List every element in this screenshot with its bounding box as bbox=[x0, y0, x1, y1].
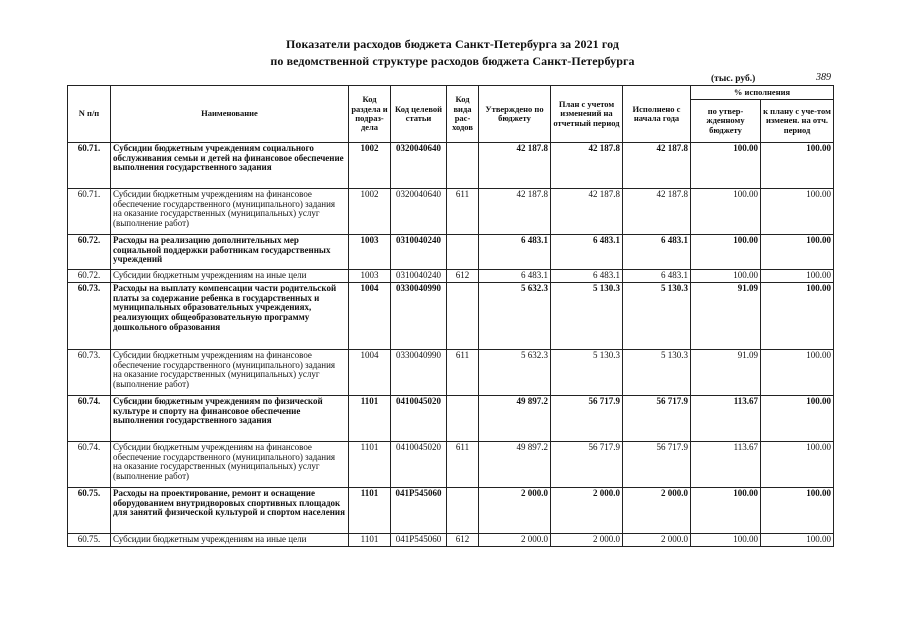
cell-approved: 2 000.0 bbox=[479, 488, 551, 534]
table-row bbox=[68, 143, 834, 189]
cell-name: Субсидии бюджетным учреждениям на финансовое обеспечение государственного (муниципального) задания на оказание государственных (муниципальных) услуг (выполнение работ) bbox=[111, 442, 349, 488]
cell-num: 60.73. bbox=[68, 350, 111, 396]
cell-executed: 5 130.3 bbox=[623, 350, 691, 396]
cell-executed: 56 717.9 bbox=[623, 396, 691, 442]
cell-approved: 5 632.3 bbox=[479, 350, 551, 396]
col-target: Код целевой статьи bbox=[391, 86, 447, 143]
cell-approved: 42 187.8 bbox=[479, 189, 551, 235]
col-name: Наименование bbox=[111, 86, 349, 143]
cell-pct-plan: 100.00 bbox=[761, 350, 834, 396]
cell-pct-plan: 100.00 bbox=[761, 189, 834, 235]
cell-type: 612 bbox=[447, 534, 479, 547]
expenditure-table bbox=[67, 85, 834, 547]
cell-name: Расходы на проектирование, ремонт и оснащение оборудованием внутридворовых спортивных площадок для занятий физической культурой и спортом населения bbox=[111, 488, 349, 534]
cell-num: 60.74. bbox=[68, 442, 111, 488]
col-executed: Исполнено с начала года bbox=[623, 86, 691, 143]
cell-plan: 5 130.3 bbox=[551, 283, 623, 350]
table-row bbox=[68, 350, 834, 396]
cell-section: 1101 bbox=[349, 488, 391, 534]
cell-approved: 2 000.0 bbox=[479, 534, 551, 547]
cell-plan: 56 717.9 bbox=[551, 396, 623, 442]
cell-type bbox=[447, 143, 479, 189]
cell-section: 1101 bbox=[349, 534, 391, 547]
cell-executed: 56 717.9 bbox=[623, 442, 691, 488]
cell-plan: 6 483.1 bbox=[551, 235, 623, 270]
cell-type: 612 bbox=[447, 270, 479, 283]
cell-approved: 6 483.1 bbox=[479, 235, 551, 270]
cell-executed: 5 130.3 bbox=[623, 283, 691, 350]
cell-executed: 6 483.1 bbox=[623, 270, 691, 283]
page-number: 389 bbox=[816, 72, 831, 83]
col-approved: Утверждено по бюджету bbox=[479, 86, 551, 143]
report-subtitle: по ведомственной структуре расходов бюджета Санкт-Петербурга bbox=[270, 54, 635, 68]
cell-section: 1003 bbox=[349, 270, 391, 283]
cell-pct-approved: 100.00 bbox=[691, 143, 761, 189]
cell-pct-plan: 100.00 bbox=[761, 442, 834, 488]
cell-approved: 42 187.8 bbox=[479, 143, 551, 189]
cell-section: 1003 bbox=[349, 235, 391, 270]
cell-section: 1101 bbox=[349, 442, 391, 488]
cell-num: 60.74. bbox=[68, 396, 111, 442]
col-pct-approved: по утвер-жденному бюджету bbox=[691, 100, 761, 143]
col-section: Код раздела и подраз-дела bbox=[349, 86, 391, 143]
units-label: (тыс. руб.) bbox=[711, 74, 756, 84]
cell-pct-approved: 100.00 bbox=[691, 235, 761, 270]
cell-pct-approved: 91.09 bbox=[691, 283, 761, 350]
table-row bbox=[68, 189, 834, 235]
cell-target: 041P545060 bbox=[391, 534, 447, 547]
cell-type: 611 bbox=[447, 442, 479, 488]
cell-approved: 6 483.1 bbox=[479, 270, 551, 283]
cell-executed: 42 187.8 bbox=[623, 143, 691, 189]
cell-approved: 49 897.2 bbox=[479, 396, 551, 442]
cell-type bbox=[447, 488, 479, 534]
cell-section: 1004 bbox=[349, 350, 391, 396]
table-row bbox=[68, 396, 834, 442]
cell-target: 0310040240 bbox=[391, 235, 447, 270]
cell-type bbox=[447, 235, 479, 270]
cell-section: 1002 bbox=[349, 143, 391, 189]
cell-pct-plan: 100.00 bbox=[761, 534, 834, 547]
cell-type bbox=[447, 396, 479, 442]
cell-pct-plan: 100.00 bbox=[761, 396, 834, 442]
cell-pct-plan: 100.00 bbox=[761, 143, 834, 189]
cell-pct-approved: 100.00 bbox=[691, 189, 761, 235]
cell-target: 0410045020 bbox=[391, 442, 447, 488]
col-plan: План с учетом изменений на отчетный период bbox=[551, 86, 623, 143]
cell-plan: 6 483.1 bbox=[551, 270, 623, 283]
cell-num: 60.71. bbox=[68, 189, 111, 235]
cell-plan: 42 187.8 bbox=[551, 143, 623, 189]
cell-num: 60.72. bbox=[68, 270, 111, 283]
cell-plan: 5 130.3 bbox=[551, 350, 623, 396]
table-row bbox=[68, 442, 834, 488]
cell-type: 611 bbox=[447, 189, 479, 235]
cell-target: 0330040990 bbox=[391, 350, 447, 396]
cell-num: 60.71. bbox=[68, 143, 111, 189]
cell-plan: 2 000.0 bbox=[551, 488, 623, 534]
col-pct-plan: к плану с уче-том изменен. на отч. период bbox=[761, 100, 834, 143]
cell-pct-approved: 113.67 bbox=[691, 442, 761, 488]
table-row bbox=[68, 235, 834, 270]
cell-target: 0320040640 bbox=[391, 143, 447, 189]
cell-name: Субсидии бюджетным учреждениям на финансовое обеспечение государственного (муниципального) задания на оказание государственных (муниципальных) услуг (выполнение работ) bbox=[111, 350, 349, 396]
cell-pct-plan: 100.00 bbox=[761, 488, 834, 534]
cell-pct-approved: 100.00 bbox=[691, 534, 761, 547]
col-percent-group: % исполнения bbox=[691, 86, 834, 100]
cell-num: 60.72. bbox=[68, 235, 111, 270]
cell-approved: 5 632.3 bbox=[479, 283, 551, 350]
report-title: Показатели расходов бюджета Санкт-Петербурга за 2021 год bbox=[285, 37, 620, 51]
cell-executed: 2 000.0 bbox=[623, 534, 691, 547]
cell-target: 0410045020 bbox=[391, 396, 447, 442]
cell-name: Субсидии бюджетным учреждениям на иные цели bbox=[111, 270, 349, 283]
cell-num: 60.75. bbox=[68, 534, 111, 547]
cell-name: Субсидии бюджетным учреждениям на финансовое обеспечение государственного (муниципального) задания на оказание государственных (муниципальных) услуг (выполнение работ) bbox=[111, 189, 349, 235]
cell-pct-approved: 113.67 bbox=[691, 396, 761, 442]
table-row bbox=[68, 283, 834, 350]
cell-num: 60.75. bbox=[68, 488, 111, 534]
col-type: Код вида рас-ходов bbox=[447, 86, 479, 143]
table-body bbox=[68, 143, 834, 547]
cell-pct-plan: 100.00 bbox=[761, 235, 834, 270]
table-header bbox=[68, 86, 834, 143]
cell-type: 611 bbox=[447, 350, 479, 396]
cell-section: 1004 bbox=[349, 283, 391, 350]
cell-pct-plan: 100.00 bbox=[761, 283, 834, 350]
cell-type bbox=[447, 283, 479, 350]
cell-plan: 2 000.0 bbox=[551, 534, 623, 547]
table-row bbox=[68, 488, 834, 534]
cell-num: 60.73. bbox=[68, 283, 111, 350]
cell-plan: 56 717.9 bbox=[551, 442, 623, 488]
cell-target: 0320040640 bbox=[391, 189, 447, 235]
cell-approved: 49 897.2 bbox=[479, 442, 551, 488]
cell-pct-approved: 100.00 bbox=[691, 488, 761, 534]
table-row bbox=[68, 534, 834, 547]
cell-name: Субсидии бюджетным учреждениям социального обслуживания семьи и детей на финансовое обеспечение выполнения государственного задания bbox=[111, 143, 349, 189]
cell-name: Расходы на выплату компенсации части родительской платы за содержание ребенка в государственных и муниципальных образовательных учреждениях, реализующих общеобразовательную программу дошкольного образования bbox=[111, 283, 349, 350]
table-row bbox=[68, 270, 834, 283]
cell-plan: 42 187.8 bbox=[551, 189, 623, 235]
cell-executed: 42 187.8 bbox=[623, 189, 691, 235]
cell-name: Субсидии бюджетным учреждениям по физической культуре и спорту на финансовое обеспечение выполнения государственного задания bbox=[111, 396, 349, 442]
col-num: N п/п bbox=[68, 86, 111, 143]
cell-name: Расходы на реализацию дополнительных мер социальной поддержки работникам государственных учреждений bbox=[111, 235, 349, 270]
cell-pct-approved: 100.00 bbox=[691, 270, 761, 283]
cell-target: 0330040990 bbox=[391, 283, 447, 350]
cell-target: 041P545060 bbox=[391, 488, 447, 534]
cell-pct-approved: 91.09 bbox=[691, 350, 761, 396]
cell-section: 1002 bbox=[349, 189, 391, 235]
cell-target: 0310040240 bbox=[391, 270, 447, 283]
cell-pct-plan: 100.00 bbox=[761, 270, 834, 283]
cell-executed: 2 000.0 bbox=[623, 488, 691, 534]
cell-name: Субсидии бюджетным учреждениям на иные цели bbox=[111, 534, 349, 547]
cell-executed: 6 483.1 bbox=[623, 235, 691, 270]
cell-section: 1101 bbox=[349, 396, 391, 442]
